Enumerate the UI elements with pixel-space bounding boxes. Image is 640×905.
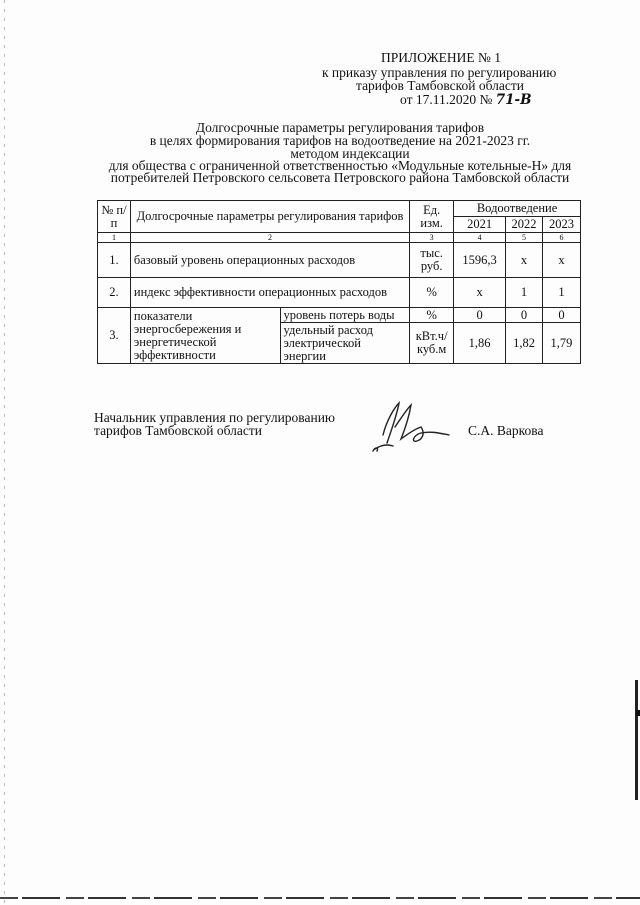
row-parameter-group: показатели энергосбережения и энергетической эффективности: [130, 308, 280, 364]
row-value: x: [542, 243, 580, 278]
scan-edge-right: [635, 680, 638, 800]
col-header-parameter: Долгосрочные параметры регулирования тарифов: [130, 201, 409, 233]
column-index: 1: [98, 233, 131, 243]
title-consumers: потребителей Петровского сельсовета Петровского района Тамбовской области: [110, 170, 570, 185]
row-value: x: [506, 243, 543, 278]
scan-edge-left: [4, 0, 5, 905]
row-value: 1,82: [506, 323, 543, 364]
appendix-title: ПРИЛОЖЕНИЕ № 1: [381, 50, 502, 65]
signatory-position-line1: Начальник управления по регулированию: [94, 410, 336, 425]
col-header-number: № п/п: [98, 201, 131, 233]
col-header-unit: Ед. изм.: [410, 201, 454, 233]
handwritten-signature: [365, 397, 455, 457]
col-header-group: Водоотведение: [454, 201, 581, 217]
row-parameter: базовый уровень операционных расходов: [130, 243, 409, 278]
appendix-date: [400, 92, 532, 108]
row-value: 1596,3: [454, 243, 506, 278]
column-index: 5: [506, 233, 543, 243]
column-index: 2: [130, 233, 409, 243]
row-unit: %: [410, 308, 454, 323]
row-value: 0: [542, 308, 580, 323]
parameters-table: [97, 200, 581, 364]
signatory-name: С.А. Варкова: [468, 423, 544, 438]
table-row: [98, 243, 581, 278]
table-row: [98, 308, 581, 323]
order-number: 71-В: [495, 92, 532, 108]
signatory-position-line2: тарифов Тамбовской области: [94, 423, 262, 438]
row-unit: кВт.ч/ куб.м: [410, 323, 454, 364]
scan-mark-right: [636, 710, 640, 716]
row-subparameter: удельный расход электрической энергии: [280, 323, 410, 364]
row-unit: %: [410, 278, 454, 308]
row-subparameter: уровень потерь воды: [280, 308, 410, 323]
row-value: 1: [506, 278, 543, 308]
column-index: 4: [454, 233, 506, 243]
appendix-reference: к приказу управления по регулированию: [322, 65, 557, 80]
document-title: Долгосрочные параметры регулирования тарифов: [195, 120, 485, 135]
row-value: 1: [542, 278, 580, 308]
row-value: 0: [454, 308, 506, 323]
date-prefix: от 17.11.2020 №: [400, 92, 496, 107]
table-row: [98, 278, 581, 308]
row-value: 1,79: [542, 323, 580, 364]
title-purpose: в целях формирования тарифов на водоотведение на 2021-2023 гг.: [149, 133, 531, 148]
appendix-authority: тарифов Тамбовской области: [356, 78, 524, 93]
row-value: x: [454, 278, 506, 308]
row-unit: тыс. руб.: [410, 243, 454, 278]
row-number: 1.: [98, 243, 131, 278]
row-parameter: индекс эффективности операционных расходов: [130, 278, 409, 308]
row-number: 2.: [98, 278, 131, 308]
col-header-year: 2022: [506, 217, 543, 233]
row-value: 0: [506, 308, 543, 323]
scan-edge-bottom: [0, 897, 640, 899]
row-number: 3.: [98, 308, 131, 364]
column-index: 3: [410, 233, 454, 243]
col-header-year: 2023: [542, 217, 580, 233]
col-header-year: 2021: [454, 217, 506, 233]
column-index: 6: [542, 233, 580, 243]
title-method: методом индексации: [290, 146, 410, 161]
row-value: 1,86: [454, 323, 506, 364]
title-organization: для общества с ограниченной ответственностью «Модульные котельные-Н» для: [108, 158, 572, 173]
column-index-row: [98, 233, 581, 243]
